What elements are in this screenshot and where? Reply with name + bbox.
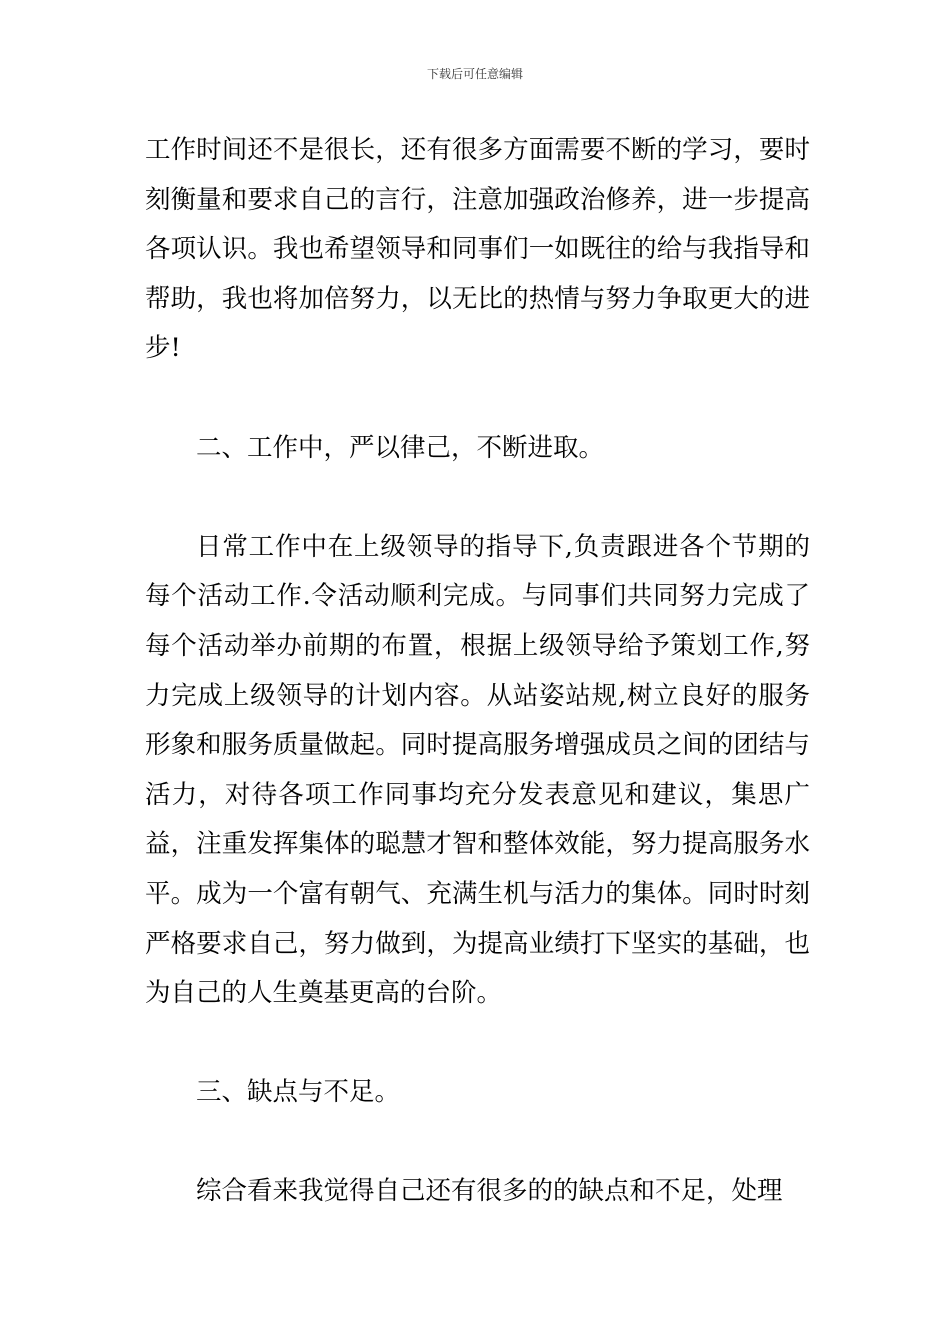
- paragraph-daily-work: 日常工作中在上级领导的指导下,负责跟进各个节期的每个活动工作.令活动顺利完成。与同事们共同努力完成了每个活动举办前期的布置，根据上级领导给予策划工作,努力完成上级领导的计划内容。从站姿站规,树立良好的服务形象和服务质量做起。同时提高服务增强成员之间的团结与活力，对待各项工作同事均充分发表意见和建议，集思广益，注重发挥集体的聪慧才智和整体效能，努力提高服务水平。成为一个富有朝气、充满生机与活力的集体。同时时刻严格要求自己，努力做到，为提高业绩打下坚实的基础，也为自己的人生奠基更高的台阶。: [145, 531, 810, 1009]
- document-body: [145, 126, 810, 1217]
- page-header: 下载后可任意编辑: [426, 67, 523, 81]
- paragraph-shortcomings: 综合看来我觉得自己还有很多的的缺点和不足，处理: [196, 1176, 783, 1207]
- section-heading-2: 二、工作中，严以律己，不断进取。: [196, 432, 605, 463]
- paragraph-continuation: 工作时间还不是很长，还有很多方面需要不断的学习，要时刻衡量和要求自己的言行，注意加强政治修养，进一步提高各项认识。我也希望领导和同事们一如既往的给与我指导和帮助，我也将加倍努力，以无比的热情与努力争取更大的进步!: [145, 135, 810, 364]
- section-heading-3: 三、缺点与不足。: [196, 1077, 401, 1108]
